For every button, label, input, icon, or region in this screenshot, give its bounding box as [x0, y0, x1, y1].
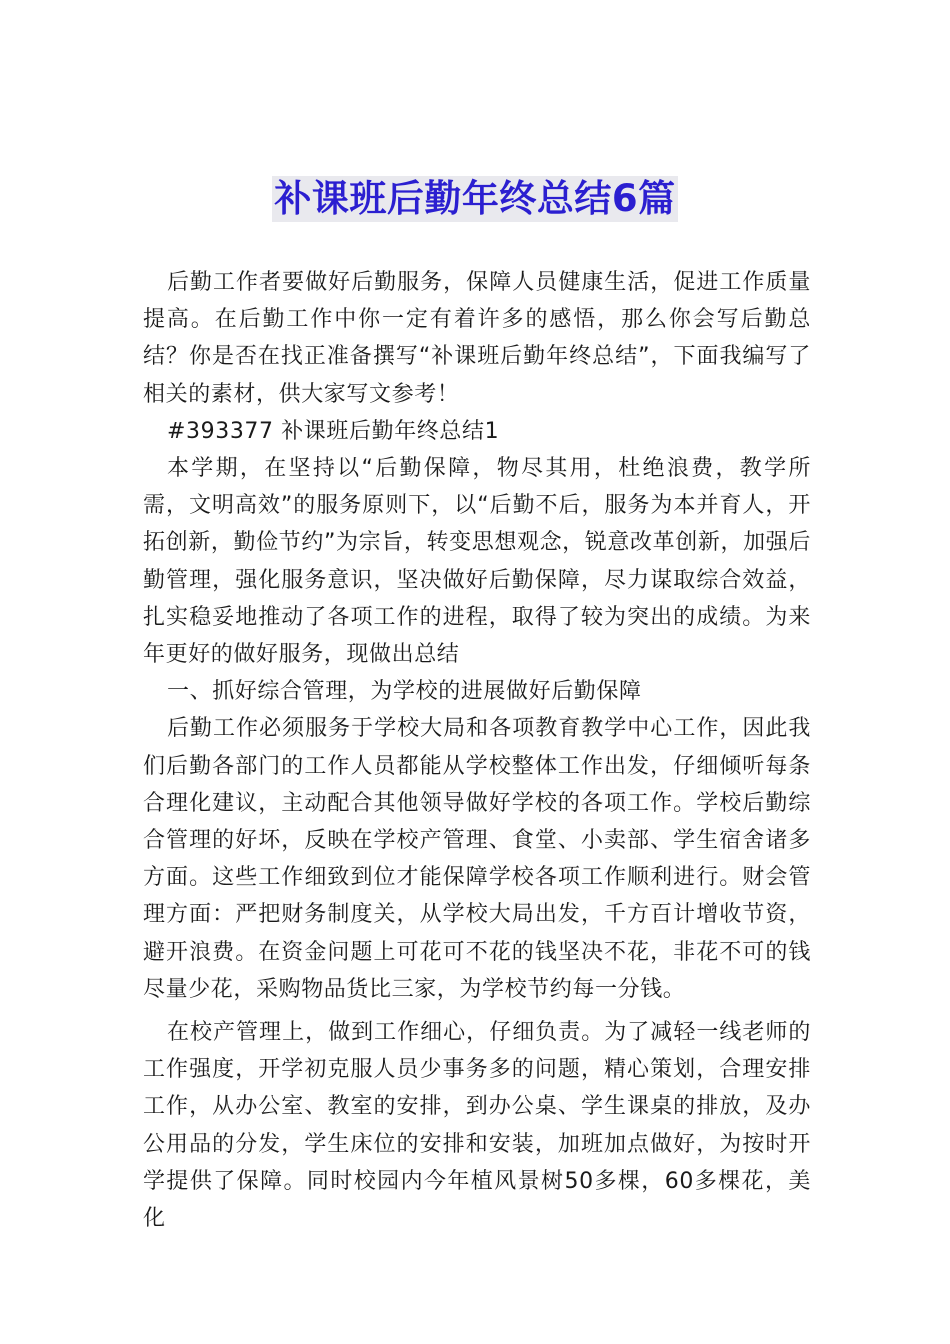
section-heading: 一、抓好综合管理，为学校的进展做好后勤保障	[167, 679, 642, 705]
body-paragraph: 本学期，在坚持以“后勤保障，物尽其用，杜绝浪费，教学所需，文明高效”的服务原则下，以“后勤不后，服务为本并育人，开拓创新，勤俭节约”为宗旨，转变思想观念，锐意改革创新，加强后勤管理，强化服务意识，坚决做好后勤保障，尽力谋取综合效益，扎实稳妥地推动了各项工作的进程，取得了较为突出的成绩。为来年更好的做好服务，现做出总结	[143, 456, 811, 668]
intro-paragraph: 后勤工作者要做好后勤服务，保障人员健康生活，促进工作质量提高。在后勤工作中你一定有着许多的感悟，那么你会写后勤总结？你是否在找正准备撰写“补课班后勤年终总结”，下面我编写了相关的素材，供大家写文参考！	[143, 270, 811, 407]
document-title: 补课班后勤年终总结6篇	[274, 177, 676, 220]
document-body	[143, 264, 811, 1237]
title-container	[0, 176, 950, 222]
body-paragraph: 在校产管理上，做到工作细心，仔细负责。为了减轻一线老师的工作强度，开学初克服人员少事务多的问题，精心策划，合理安排工作，从办公室、教室的安排，到办公桌、学生课桌的排放，及办公用品的分发，学生床位的安排和安装，加班加点做好，为按时开学提供了保障。同时校园内今年植风景树50多棵，60多棵花，美化	[143, 1020, 811, 1232]
article-heading: #393377 补课班后勤年终总结1	[167, 418, 500, 444]
body-paragraph: 后勤工作必须服务于学校大局和各项教育教学中心工作，因此我们后勤各部门的工作人员都能从学校整体工作出发，仔细倾听每条合理化建议，主动配合其他领导做好学校的各项工作。学校后勤综合管理的好坏，反映在学校产管理、食堂、小卖部、学生宿舍诸多方面。这些工作细致到位才能保障学校各项工作顺利进行。财会管理方面：严把财务制度关，从学校大局出发，千方百计增收节资，避开浪费。在资金问题上可花可不花的钱坚决不花，非花不可的钱尽量少花，采购物品货比三家，为学校节约每一分钱。	[143, 716, 811, 1002]
